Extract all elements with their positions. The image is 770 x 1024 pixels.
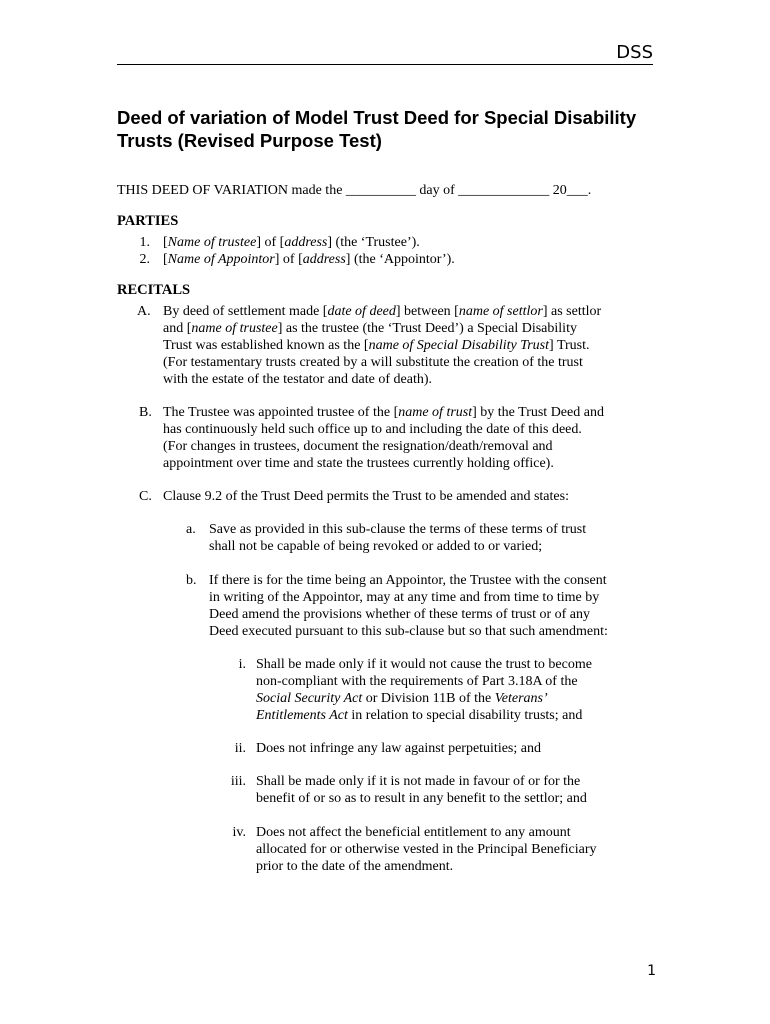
recital-label: B. — [139, 405, 152, 420]
opening-line: THIS DEED OF VARIATION made the __________ day of _____________ 20___. — [117, 183, 592, 198]
recitals-heading: RECITALS — [117, 282, 191, 298]
subclause-b-text: If there is for the time being an Appointor, the Trustee with the consent in writing of the Appointor, may at any time and from time to time by Deed amend the provisions whether of these terms of trust or of any Deed executed pursuant to this sub-clause but so that such amendment: — [209, 573, 608, 639]
roman-label: i. — [238, 657, 246, 672]
item-iv-text: Does not affect the beneficial entitlement to any amount allocated for or otherwise vested in the Principal Beneficiary prior to the date of the amendment. — [256, 825, 597, 874]
document-title: Deed of variation of Model Trust Deed for Special Disability Trusts (Revised Purpose Test) — [117, 107, 637, 151]
recital-label: C. — [139, 489, 152, 504]
header-code: DSS — [616, 42, 653, 63]
subclause-label: a. — [186, 522, 196, 537]
party-appointor-text: [Name of Appointor] of [address] (the ‘Appointor’). — [163, 252, 455, 267]
roman-label: ii. — [234, 741, 246, 756]
item-number: 2. — [139, 252, 150, 267]
item-i-text: Shall be made only if it would not cause the trust to become non-compliant with the requirements of Part 3.18A of the Social Security Act or Division 11B of the Veterans’ Entitlements Act in relation to special disability trusts; and — [256, 657, 592, 723]
recital-c-text: Clause 9.2 of the Trust Deed permits the Trust to be amended and states: — [163, 489, 569, 504]
item-iii-text: Shall be made only if it is not made in favour of or for the benefit of or so as to result in any benefit to the settlor; and — [256, 774, 587, 806]
parties-heading: PARTIES — [117, 213, 179, 229]
subclause-label: b. — [186, 573, 197, 588]
roman-label: iii. — [230, 774, 246, 789]
recital-b-text: The Trustee was appointed trustee of the [name of trust] by the Trust Deed and has continuously held such office up to and including the date of this deed. (For changes in trustees, document the resignation/death/removal and appointment over time and state the trustees currently holding office). — [163, 405, 604, 471]
page-number: 1 — [647, 963, 656, 979]
recital-label: A. — [137, 304, 151, 319]
subclause-a-text: Save as provided in this sub-clause the terms of these terms of trust shall not be capable of being revoked or added to or varied; — [209, 522, 587, 554]
item-ii-text: Does not infringe any law against perpetuities; and — [256, 741, 541, 756]
header-rule — [117, 40, 653, 65]
recital-a-text: By deed of settlement made [date of deed] between [name of settlor] as settlor and [name of trustee] as the trustee (the ‘Trust Deed’) a Special Disability Trust was established known as the [name of Special Disability Trust] Trust. (For testamentary trusts created by a will substitute the creation of the trust with the estate of the testator and date of death). — [163, 304, 602, 387]
roman-label: iv. — [232, 825, 246, 840]
item-number: 1. — [139, 235, 150, 250]
party-trustee-text: [Name of trustee] of [address] (the ‘Trustee’). — [163, 235, 420, 250]
